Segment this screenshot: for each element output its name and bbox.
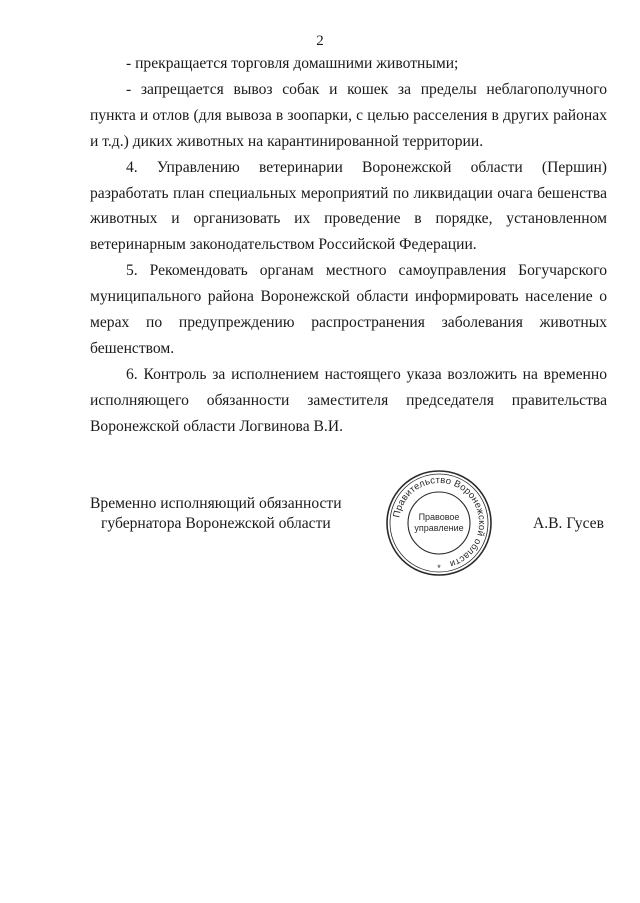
svg-text:управление: управление xyxy=(414,523,464,533)
paragraph-ban-animal-export: - запрещается вывоз собак и кошек за пределы неблагополучного пункта и отлов (для вывоза в зоопарки, с целью расселения в других районах и т.д.) диких животных на карантинированной территории. xyxy=(90,80,607,150)
paragraph-item-6: 6. Контроль за исполнением настоящего указа возложить на временно исполняющего обязанности заместителя председателя правительства Воронежской области Логвинова В.И. xyxy=(90,365,607,435)
paragraph-item-5: 5. Рекомендовать органам местного самоуправления Богучарского муниципального района Воронежской области информировать население о мерах по предупреждению распространения заболевания животных бешенством. xyxy=(90,262,607,357)
document-body xyxy=(90,51,607,440)
svg-text:Правовое: Правовое xyxy=(418,512,460,522)
official-seal-stamp xyxy=(383,467,495,579)
page-number: 2 xyxy=(316,33,324,49)
svg-text:*: * xyxy=(437,563,441,573)
signatory-title xyxy=(90,494,342,534)
signer-name: А.В. Гусев xyxy=(533,515,604,532)
svg-text:Правительство Воронежской обла: Правительство Воронежской области xyxy=(391,474,488,570)
signatory-title-line-2: губернатора Воронежской области xyxy=(101,515,331,532)
signatory-title-line-1: Временно исполняющий обязанности xyxy=(90,495,342,512)
paragraph-item-4: 4. Управлению ветеринарии Воронежской области (Першин) разработать план специальных мероприятий по ликвидации очага бешенства животных и организовать их проведение в порядке, установленном ветеринарным законодательством Российской Федерации. xyxy=(90,158,607,254)
paragraph-ban-pet-trade: - прекращается торговля домашними животными; xyxy=(126,55,459,72)
